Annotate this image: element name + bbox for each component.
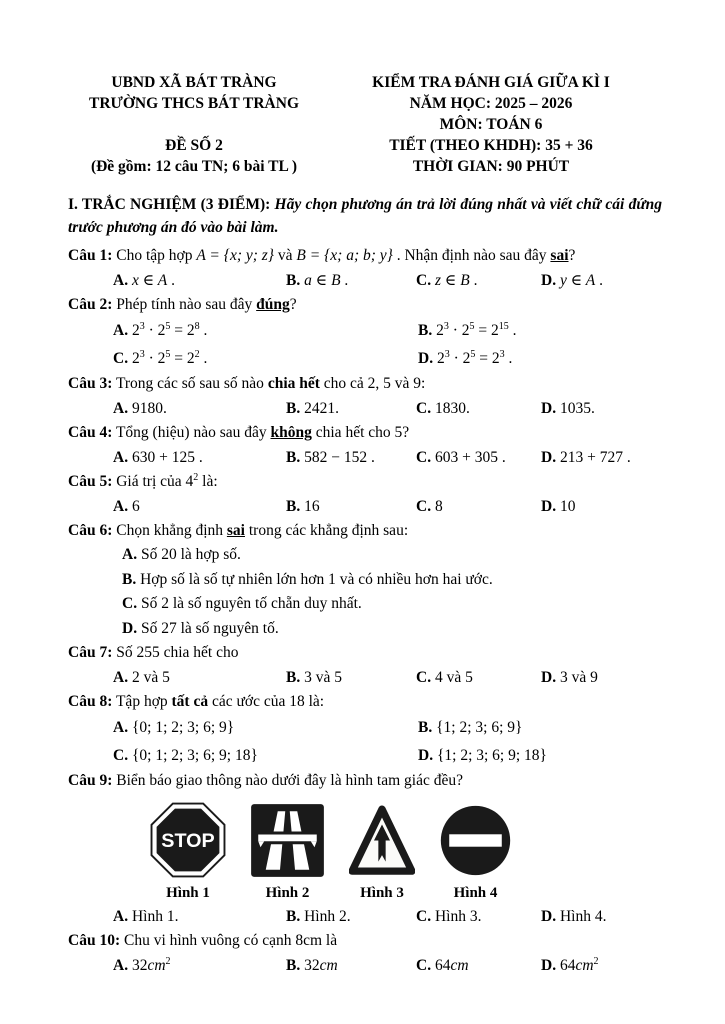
options — [68, 714, 662, 769]
option — [541, 953, 662, 978]
option-letter: D. — [541, 669, 557, 686]
option — [541, 396, 662, 421]
option — [286, 396, 416, 421]
figure-label: Hình 4 — [453, 885, 498, 901]
text-part: A = {x; y; z} — [196, 247, 275, 264]
options — [68, 317, 662, 372]
option — [113, 317, 418, 345]
option — [541, 494, 662, 519]
option-letter: D. — [122, 619, 138, 637]
option-letter: A. — [113, 669, 129, 686]
text-part: Số 2 là số nguyên tố chẵn duy nhất. — [140, 595, 362, 612]
option — [122, 543, 662, 568]
text-part: 3 — [139, 348, 145, 360]
text-part: 2 — [491, 322, 499, 339]
text-part: . — [199, 322, 208, 339]
question-stem — [68, 769, 662, 793]
text-part: Tập hợp — [115, 693, 172, 710]
option-letter: B. — [122, 570, 137, 588]
option-letter: D. — [418, 746, 434, 764]
option — [418, 742, 662, 770]
option — [113, 494, 286, 519]
text-part: cm — [147, 957, 166, 974]
option — [286, 953, 416, 978]
text-part: 630 + 125 . — [131, 449, 203, 466]
warning-triangle-sign-icon — [349, 801, 415, 879]
text-part: 2 — [186, 322, 195, 339]
question-label: Câu 8: — [68, 693, 113, 710]
option — [113, 268, 286, 293]
text-part: các ước của 18 là: — [208, 693, 325, 710]
text-part: 5 — [470, 348, 476, 360]
text-part: Chu vi hình vuông có cạnh 8cm là — [123, 932, 338, 949]
option-letter: B. — [286, 908, 301, 925]
option — [113, 665, 286, 690]
text-part: 213 + 727 . — [559, 449, 631, 466]
question-1 — [68, 244, 662, 293]
option — [286, 445, 416, 470]
question-label: Câu 10: — [68, 932, 121, 949]
text-part: . Nhận định nào sau đây — [392, 247, 551, 264]
option — [418, 317, 662, 345]
question-6 — [68, 519, 662, 641]
issuing-authority: UBND XÃ BÁT TRÀNG — [111, 74, 277, 91]
text-part: 10 — [559, 498, 576, 515]
question-stem — [68, 372, 662, 396]
text-part: ? — [568, 247, 576, 264]
text-part: 9180. — [131, 400, 167, 417]
option — [416, 665, 541, 690]
option — [113, 396, 286, 421]
text-part: · — [144, 349, 158, 367]
figure-label: Hình 3 — [360, 885, 404, 901]
option — [122, 592, 662, 617]
svg-text:STOP: STOP — [161, 829, 215, 852]
option — [418, 714, 662, 742]
options — [68, 396, 662, 421]
text-part: 5 — [165, 348, 171, 360]
question-stem — [68, 293, 662, 317]
text-part: . — [504, 349, 513, 367]
text-part: Hình 3. — [434, 908, 482, 925]
option-letter: C. — [416, 498, 432, 515]
question-stem — [68, 470, 662, 494]
subject: MÔN: TOÁN 6 — [439, 116, 543, 133]
text-part: = — [170, 349, 187, 367]
text-part: 3 — [499, 348, 505, 360]
option-letter: D. — [541, 957, 557, 974]
exam-composition: (Đề gồm: 12 câu TN; 6 bài TL ) — [90, 158, 298, 175]
text-part: 3 và 5 — [304, 669, 342, 686]
option-letter: B. — [418, 719, 433, 736]
text-part: a ∈ B — [304, 272, 341, 289]
option-letter: B. — [286, 669, 301, 686]
option — [416, 396, 541, 421]
text-part: 2 — [461, 322, 470, 339]
section-1-instruction: Hãy chọn phương án trả lời đúng nhất và viết chữ cái đứng trước phương án đó vào bài làm. — [68, 196, 662, 236]
options — [68, 904, 662, 929]
text-part: cm — [319, 957, 338, 974]
option — [286, 904, 416, 929]
figure-label: Hình 1 — [166, 885, 210, 901]
duration: THỜI GIAN: 90 PHÚT — [412, 158, 570, 175]
option — [541, 665, 662, 690]
questions-list — [68, 244, 662, 978]
text-part: là: — [198, 473, 218, 490]
option — [416, 494, 541, 519]
text-part: 2 — [193, 471, 199, 483]
section-1-label: I. TRẮC NGHIỆM (3 ĐIỂM): — [68, 196, 271, 213]
question-stem — [68, 421, 662, 445]
text-part: Tổng (hiệu) nào sau đây — [115, 424, 271, 441]
text-part: Biển báo giao thông nào dưới đây là hình tam giác đều? — [116, 772, 463, 789]
option-letter: B. — [286, 498, 301, 515]
figure-item-3 — [349, 801, 415, 902]
header-left-column — [68, 72, 320, 177]
option — [418, 345, 662, 373]
text-part: 5 — [165, 320, 171, 332]
option-letter: A. — [113, 957, 129, 974]
header-spacer-line — [68, 114, 320, 135]
exam-title: KIỂM TRA ĐÁNH GIÁ GIỮA KÌ I — [372, 74, 610, 91]
text-part: 1830. — [434, 400, 470, 417]
question-label: Câu 1: — [68, 247, 113, 264]
text-part: . — [469, 272, 478, 289]
option-letter: A. — [113, 498, 129, 515]
question-3 — [68, 372, 662, 421]
text-part: 3 — [443, 320, 449, 332]
option-letter: A. — [113, 449, 129, 466]
no-entry-sign-icon — [439, 801, 512, 879]
stop-sign-icon — [150, 801, 226, 879]
text-part: {1; 2; 3; 6; 9} — [436, 719, 523, 736]
text-part: cm — [575, 957, 594, 974]
text-part: z ∈ B — [434, 272, 470, 289]
options — [68, 268, 662, 293]
option — [416, 904, 541, 929]
text-part: · — [448, 322, 462, 339]
option-letter: D. — [541, 498, 557, 515]
question-4 — [68, 421, 662, 470]
text-part: Số 20 là hợp số. — [140, 546, 241, 563]
text-part: Hình 1. — [131, 908, 179, 925]
text-part: . — [508, 322, 517, 339]
option-letter: A. — [113, 272, 129, 289]
option-letter: A. — [122, 546, 138, 563]
text-part: Số 27 là số nguyên tố. — [140, 619, 279, 637]
question-stem — [68, 519, 662, 543]
text-part: 2 — [165, 955, 171, 967]
option-letter: B. — [286, 400, 301, 417]
option-letter: D. — [541, 908, 557, 925]
text-part: 32 — [304, 957, 320, 974]
text-part: ? — [289, 296, 297, 313]
question-2 — [68, 293, 662, 372]
text-part: · — [449, 349, 463, 367]
figure-item-2 — [250, 801, 325, 902]
option-letter: B. — [418, 322, 433, 339]
question-label: Câu 7: — [68, 644, 113, 661]
options — [68, 445, 662, 470]
text-part: Số 255 chia hết cho — [116, 644, 239, 661]
text-part: y ∈ A — [559, 272, 596, 289]
traffic-signs-figure — [150, 801, 662, 902]
figure-item-1 — [150, 801, 226, 902]
school-year: NĂM HỌC: 2025 – 2026 — [409, 95, 573, 112]
option — [113, 953, 286, 978]
question-9 — [68, 769, 662, 929]
options — [68, 665, 662, 690]
text-part: {0; 1; 2; 3; 6; 9; 18} — [131, 746, 258, 764]
text-part: và — [274, 247, 297, 264]
options — [68, 494, 662, 519]
text-part: 2 — [131, 322, 140, 339]
question-label: Câu 2: — [68, 296, 113, 313]
option — [122, 617, 662, 642]
text-part: 2 — [194, 348, 200, 360]
text-part: Trong các số sau số nào — [115, 375, 268, 392]
question-7 — [68, 641, 662, 690]
option-letter: C. — [416, 957, 432, 974]
text-part: 6 — [131, 498, 140, 515]
text-part: 4 — [185, 473, 194, 490]
question-5 — [68, 470, 662, 519]
option-letter: D. — [541, 400, 557, 417]
text-part: sai — [550, 247, 569, 264]
text-part: 2 — [436, 322, 444, 339]
option-letter: B. — [286, 272, 301, 289]
text-part: 2 — [131, 349, 140, 367]
option — [416, 445, 541, 470]
text-part: 603 + 305 . — [434, 449, 506, 466]
option-letter: D. — [418, 349, 434, 367]
text-part: . — [199, 349, 208, 367]
question-label: Câu 3: — [68, 375, 113, 392]
option — [541, 904, 662, 929]
text-part: Hình 2. — [304, 908, 351, 925]
text-part: không — [270, 424, 312, 441]
text-part: · — [144, 322, 158, 339]
option-letter: A. — [113, 908, 129, 925]
text-part: 8 — [434, 498, 443, 515]
option — [541, 445, 662, 470]
text-part: 2421. — [304, 400, 339, 417]
text-part: 5 — [469, 320, 475, 332]
question-stem — [68, 244, 662, 268]
question-8 — [68, 690, 662, 769]
text-part: = — [475, 349, 492, 367]
text-part: 64 — [559, 957, 576, 974]
question-label: Câu 9: — [68, 772, 113, 789]
text-part: 2 — [186, 349, 195, 367]
text-part: 2 — [593, 955, 599, 967]
text-part: 1035. — [559, 400, 595, 417]
school-name: TRƯỜNG THCS BÁT TRÀNG — [88, 95, 299, 112]
text-part: . — [340, 272, 349, 289]
text-part: 16 — [304, 498, 320, 515]
question-stem — [68, 929, 662, 953]
options — [68, 543, 662, 641]
text-part: 3 và 9 — [559, 669, 598, 686]
question-stem — [68, 641, 662, 665]
question-label: Câu 5: — [68, 473, 113, 490]
text-part: . — [595, 272, 603, 289]
text-part: 8 — [194, 320, 200, 332]
option-letter: C. — [113, 349, 129, 367]
text-part: Hợp số là số tự nhiên lớn hơn 1 và có nhiều hơn hai ước. — [140, 570, 493, 588]
text-part: = — [474, 322, 492, 339]
figure-item-4 — [439, 801, 512, 902]
text-part: 2 — [157, 322, 166, 339]
option-letter: D. — [541, 272, 557, 289]
text-part: {0; 1; 2; 3; 6; 9} — [131, 719, 235, 736]
text-part: 2 — [491, 349, 500, 367]
options — [68, 953, 662, 978]
option — [113, 904, 286, 929]
text-part: 4 và 5 — [434, 669, 473, 686]
text-part: Phép tính nào sau đây — [116, 296, 257, 313]
text-part: 2 và 5 — [131, 669, 170, 686]
text-part: chia hết — [267, 375, 320, 392]
option — [113, 445, 286, 470]
option — [113, 742, 418, 770]
option — [416, 953, 541, 978]
question-10 — [68, 929, 662, 978]
text-part: = — [170, 322, 187, 339]
text-part: 64 — [434, 957, 451, 974]
text-part: 582 − 152 . — [304, 449, 375, 466]
header-right-column — [320, 72, 662, 177]
text-part: sai — [226, 522, 245, 539]
option-letter: A. — [113, 719, 129, 736]
option — [286, 665, 416, 690]
option-letter: C. — [416, 272, 432, 289]
text-part: B = {x; a; b; y} — [296, 247, 393, 264]
option-letter: B. — [286, 957, 301, 974]
option-letter: B. — [286, 449, 301, 466]
option — [541, 268, 662, 293]
option — [113, 714, 418, 742]
option-letter: A. — [113, 322, 129, 339]
text-part: 3 — [139, 320, 145, 332]
question-label: Câu 4: — [68, 424, 113, 441]
exam-code: ĐỀ SỐ 2 — [165, 137, 223, 154]
period-info: TIẾT (THEO KHDH): 35 + 36 — [389, 137, 593, 154]
option-letter: C. — [113, 746, 129, 764]
text-part: Giá trị của — [116, 473, 186, 490]
option — [286, 494, 416, 519]
option-letter: D. — [541, 449, 557, 466]
option — [416, 268, 541, 293]
option-letter: C. — [416, 908, 432, 925]
figure-label: Hình 2 — [265, 885, 310, 901]
section-1-heading — [68, 194, 662, 239]
option — [286, 268, 416, 293]
document-header — [68, 72, 662, 177]
text-part: tất cả — [171, 693, 209, 710]
option-letter: C. — [416, 449, 432, 466]
text-part: chia hết cho 5? — [311, 424, 410, 441]
option-letter: C. — [122, 595, 138, 612]
text-part: cm — [450, 957, 469, 974]
text-part: Cho tập hợp — [116, 247, 197, 264]
option-letter: C. — [416, 400, 432, 417]
text-part: 2 — [436, 349, 445, 367]
text-part: 2 — [157, 349, 166, 367]
motorway-sign-icon — [250, 801, 325, 879]
question-label: Câu 6: — [68, 522, 113, 539]
text-part: . — [167, 272, 175, 289]
text-part: 3 — [444, 348, 450, 360]
option-letter: C. — [416, 669, 432, 686]
option-letter: A. — [113, 400, 129, 417]
text-part: 32 — [131, 957, 148, 974]
text-part: Hình 4. — [559, 908, 607, 925]
text-part: trong các khẳng định sau: — [244, 522, 409, 539]
text-part: đúng — [256, 296, 290, 313]
option — [122, 568, 662, 593]
option — [113, 345, 418, 373]
text-part: {1; 2; 3; 6; 9; 18} — [436, 746, 547, 764]
text-part: 2 — [462, 349, 471, 367]
text-part: cho cả 2, 5 và 9: — [319, 375, 426, 392]
text-part: 15 — [498, 320, 509, 332]
question-stem — [68, 690, 662, 714]
text-part: Chọn khẳng định — [116, 522, 227, 539]
text-part: x ∈ A — [131, 272, 168, 289]
